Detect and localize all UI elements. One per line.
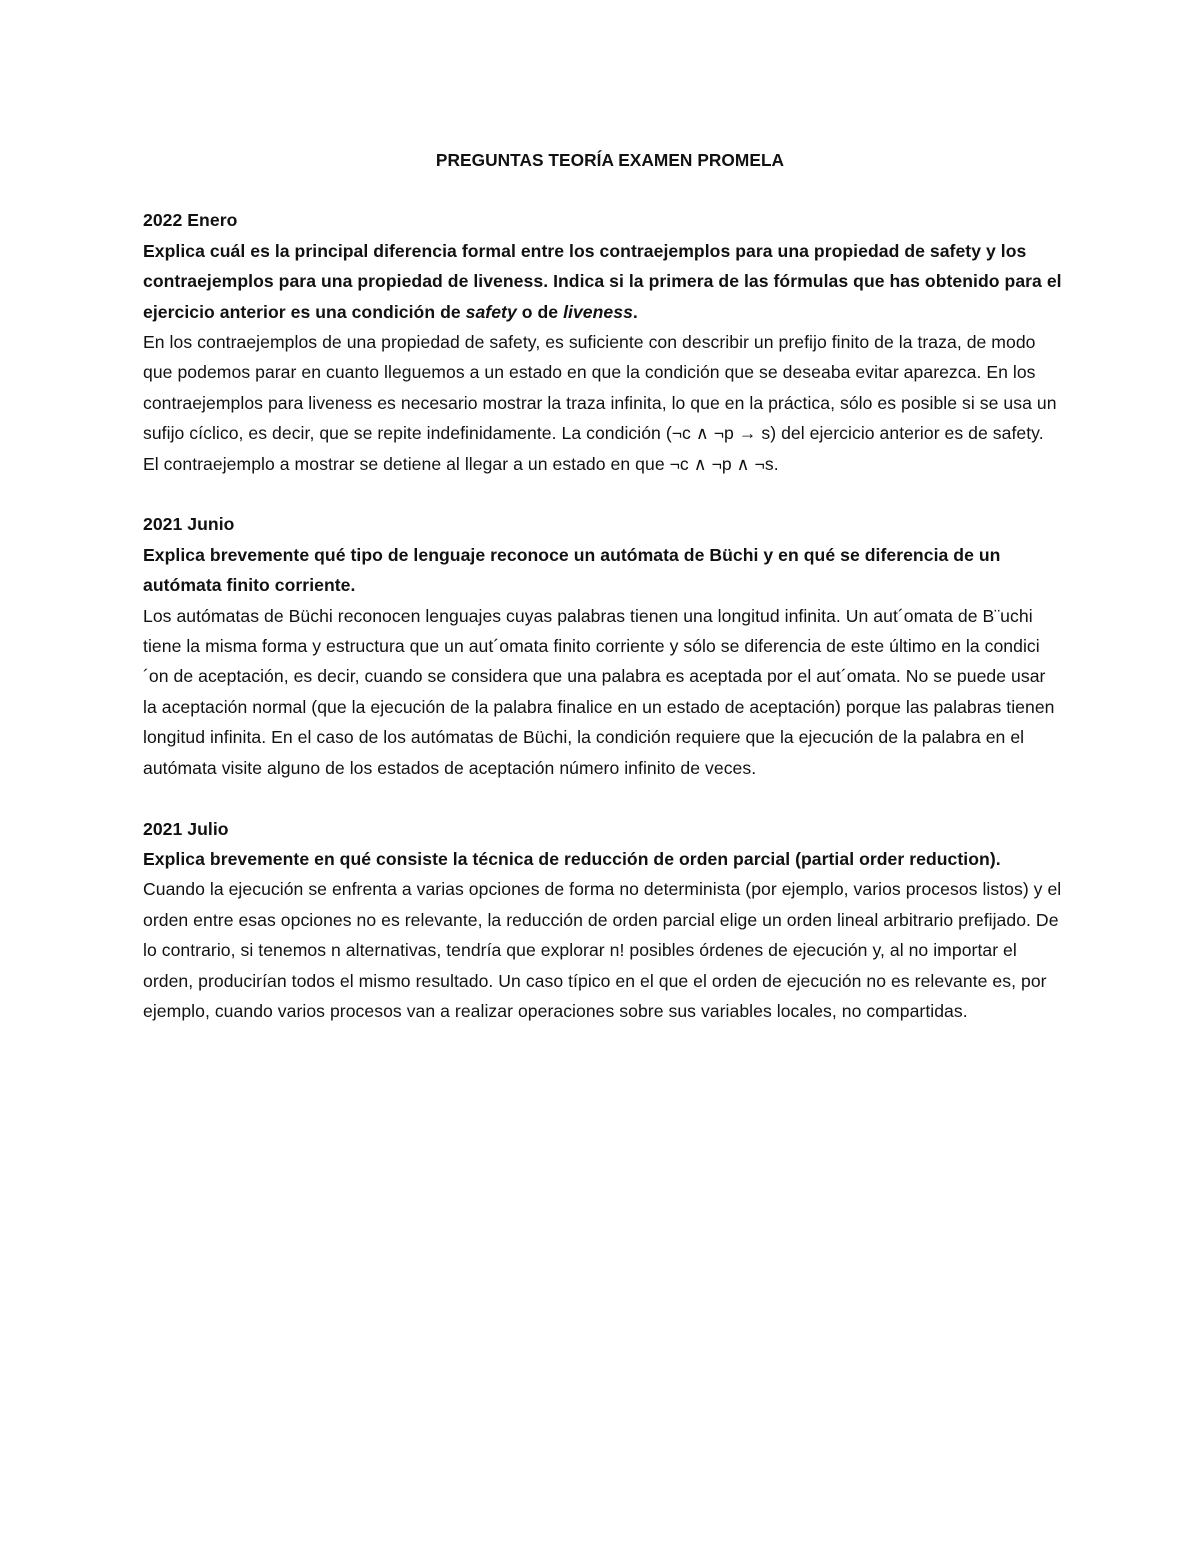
section-question: Explica brevemente en qué consiste la técnica de reducción de orden parcial (partial order reduction).: [143, 848, 1001, 869]
section-2022-enero: [143, 205, 1063, 479]
question-emphasis-safety: safety: [465, 301, 517, 322]
question-text: Explica cuál es la principal diferencia formal entre los contraejemplos para una propiedad de safety y los contraejemplos para una propiedad de liveness. Indica si la primera de las fórmulas que has obtenido para el ejercicio anterior es una condición de: [143, 240, 1062, 322]
section-year: 2022 Enero: [143, 210, 238, 231]
section-answer: Los autómatas de Büchi reconocen lenguajes cuyas palabras tienen una longitud infinita. Un aut´omata de B¨uchi tiene la misma forma y estructura que un aut´omata finito corriente y sólo se diferencia de este último en la condici´on de aceptación, es decir, cuando se considera que una palabra es aceptada por el aut´omata. No se puede usar la aceptación normal (que la ejecución de la palabra finalice en un estado de aceptación) porque las palabras tienen longitud infinita. En el caso de los autómatas de Büchi, la condición requiere que la ejecución de la palabra en el autómata visite alguno de los estados de aceptación número infinito de veces.: [143, 605, 1055, 778]
section-2021-junio: [143, 509, 1063, 783]
section-2021-julio: [143, 814, 1063, 1027]
section-year: 2021 Julio: [143, 818, 229, 839]
section-year: 2021 Junio: [143, 514, 235, 535]
question-text-connector: o de: [516, 301, 564, 322]
question-emphasis-liveness: liveness: [563, 301, 633, 322]
document-title: PREGUNTAS TEORÍA EXAMEN PROMELA: [435, 150, 785, 170]
question-text-end: .: [632, 301, 638, 322]
section-answer: En los contraejemplos de una propiedad de safety, es suficiente con describir un prefijo finito de la traza, de modo que podemos parar en cuanto lleguemos a un estado en que la condición que se deseaba evitar aparezca. En los contraejemplos para liveness es necesario mostrar la traza infinita, lo que en la práctica, sólo es posible si se usa un sufijo cíclico, es decir, que se repite indefinidamente. La condición (¬c ∧ ¬p → s) del ejercicio anterior es de safety. El contraejemplo a mostrar se detiene al llegar a un estado en que ¬c ∧ ¬p ∧ ¬s.: [143, 332, 1057, 474]
document-body: [143, 145, 1063, 1057]
section-question: Explica brevemente qué tipo de lenguaje reconoce un autómata de Büchi y en qué se diferencia de un autómata finito corriente.: [143, 544, 1001, 596]
section-question: [143, 236, 1063, 327]
section-answer: Cuando la ejecución se enfrenta a varias opciones de forma no determinista (por ejemplo, varios procesos listos) y el orden entre esas opciones no es relevante, la reducción de orden parcial elige un orden lineal arbitrario prefijado. De lo contrario, si tenemos n alternativas, tendría que explorar n! posibles órdenes de ejecución y, al no importar el orden, producirían todos el mismo resultado. Un caso típico en el que el orden de ejecución no es relevante es, por ejemplo, cuando varios procesos van a realizar operaciones sobre sus variables locales, no compartidas.: [143, 879, 1062, 1021]
